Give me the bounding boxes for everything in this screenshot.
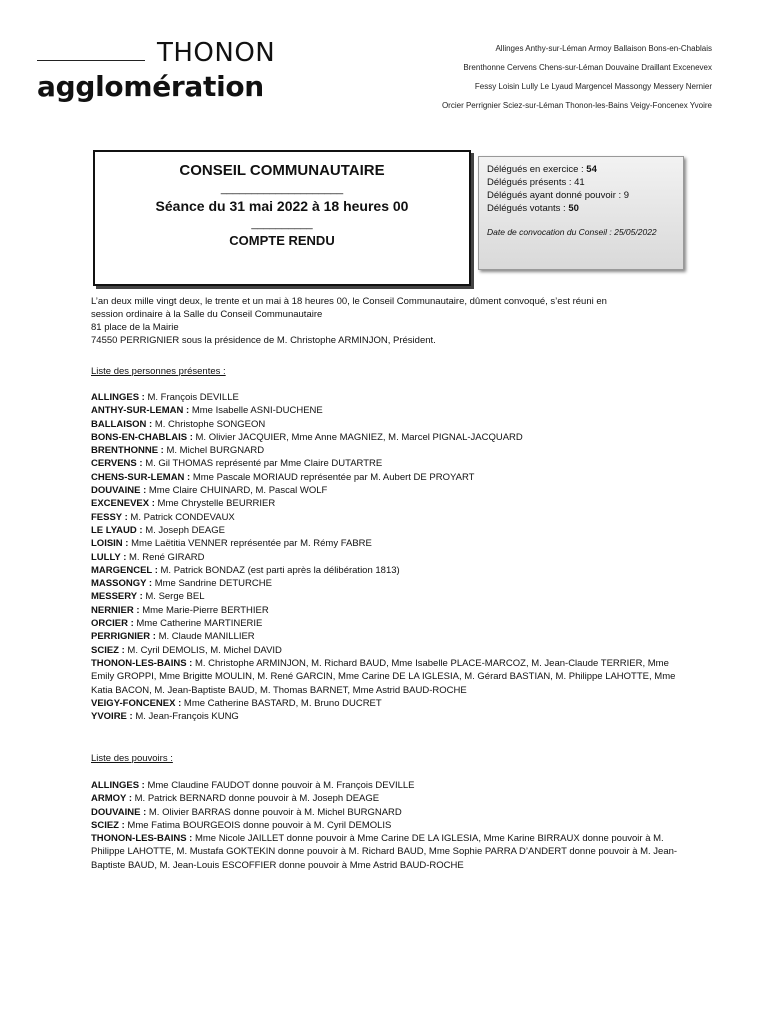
delegates-presents: Délégués présents : 41 bbox=[487, 177, 585, 188]
communes-line: Brenthonne Cervens Chens-sur-Léman Douvaine Draillant Excenevex bbox=[463, 63, 712, 72]
commune-name: ANTHY-SUR-LEMAN : bbox=[91, 405, 192, 417]
list-item bbox=[91, 617, 691, 630]
commune-name: ORCIER : bbox=[91, 618, 137, 630]
commune-name: FESSY : bbox=[91, 511, 131, 523]
delegate-names: Mme Catherine BASTARD, M. Bruno DUCRET bbox=[183, 697, 382, 709]
delegate-names: Mme Fatima BOURGEOIS donne pouvoir à M. Cyril DEMOLIS bbox=[127, 819, 392, 831]
list-item bbox=[91, 457, 691, 470]
list-item bbox=[91, 418, 691, 431]
delegate-names: Mme Sandrine DETURCHE bbox=[154, 578, 272, 590]
list-item bbox=[91, 590, 691, 603]
intro-line: 74550 PERRIGNIER sous la présidence de M. Christophe ARMINJON, Président. bbox=[91, 335, 436, 346]
delegate-names: Mme Marie-Pierre BERTHIER bbox=[142, 604, 269, 616]
commune-name: PERRIGNIER : bbox=[91, 631, 159, 643]
delegate-names: M. Serge BEL bbox=[145, 591, 205, 603]
list-item bbox=[91, 444, 691, 457]
delegates-exercice: Délégués en exercice : 54 bbox=[487, 164, 597, 175]
delegate-names: Mme Laëtitia VENNER représentée par M. Rémy FABRE bbox=[131, 538, 372, 550]
commune-name: CERVENS : bbox=[91, 458, 146, 470]
delegate-names: M. Jean-François KUNG bbox=[135, 711, 239, 723]
list-item bbox=[91, 630, 691, 643]
list-item bbox=[91, 511, 691, 524]
logo-rule bbox=[37, 60, 145, 61]
commune-name: ALLINGES : bbox=[91, 392, 148, 403]
list-item bbox=[91, 404, 691, 417]
list-item bbox=[91, 537, 691, 550]
session-date: Séance du 31 mai 2022 à 18 heures 00 bbox=[155, 198, 409, 214]
delegate-names: M. Patrick BERNARD donne pouvoir à M. Joseph DEAGE bbox=[134, 793, 380, 805]
commune-name: BALLAISON : bbox=[91, 418, 155, 430]
delegate-names: Mme Catherine MARTINERIE bbox=[136, 618, 263, 630]
list-item bbox=[91, 779, 691, 792]
title-separator: ____________________ bbox=[220, 183, 344, 195]
delegate-names: M. Olivier BARRAS donne pouvoir à M. Michel BURGNARD bbox=[148, 806, 402, 818]
communes-line: Allinges Anthy-sur-Léman Armoy Ballaison Bons-en-Chablais bbox=[495, 44, 712, 53]
meeting-title-box bbox=[93, 150, 471, 286]
list-item bbox=[91, 644, 691, 657]
list-item bbox=[91, 577, 691, 590]
delegates-pouvoir: Délégués ayant donné pouvoir : 9 bbox=[487, 190, 630, 201]
list-item bbox=[91, 604, 691, 617]
commune-name: VEIGY-FONCENEX : bbox=[91, 697, 184, 709]
commune-name: DOUVAINE : bbox=[91, 485, 149, 497]
delegates-votants: Délégués votants : 50 bbox=[487, 203, 579, 214]
delegate-names: M. Olivier JACQUIER, Mme Anne MAGNIEZ, M. Marcel PIGNAL-JACQUARD bbox=[195, 431, 523, 443]
commune-name: SCIEZ : bbox=[91, 819, 128, 831]
list-item bbox=[91, 551, 691, 564]
list-item bbox=[91, 657, 691, 697]
commune-name: BRENTHONNE : bbox=[91, 445, 167, 457]
list-item bbox=[91, 484, 691, 497]
list-item bbox=[91, 792, 691, 805]
delegate-names: M. Joseph DEAGE bbox=[145, 524, 225, 536]
list-item bbox=[91, 806, 691, 819]
commune-name: YVOIRE : bbox=[91, 711, 136, 723]
document-subtitle: COMPTE RENDU bbox=[229, 233, 335, 248]
list-item bbox=[91, 524, 691, 537]
commune-name: ALLINGES : bbox=[91, 780, 148, 791]
delegate-names: Mme Chrystelle BEURRIER bbox=[157, 498, 276, 510]
commune-name: CHENS-SUR-LEMAN : bbox=[91, 471, 193, 483]
commune-name: LE LYAUD : bbox=[91, 524, 146, 536]
delegate-names: M. René GIRARD bbox=[129, 551, 205, 563]
presents-section-title: Liste des personnes présentes : bbox=[91, 366, 226, 377]
member-communes-list bbox=[352, 44, 712, 120]
commune-name: MASSONGY : bbox=[91, 578, 155, 590]
commune-name: SCIEZ : bbox=[91, 644, 128, 656]
commune-name: LOISIN : bbox=[91, 538, 132, 550]
presents-list bbox=[91, 391, 691, 723]
logo-agglomeration-text: agglomération bbox=[37, 70, 264, 103]
convocation-date: Date de convocation du Conseil : 25/05/2022 bbox=[487, 227, 657, 237]
pouvoirs-section-title: Liste des pouvoirs : bbox=[91, 753, 173, 764]
list-item bbox=[91, 710, 691, 723]
list-item bbox=[91, 697, 691, 710]
list-item bbox=[91, 497, 691, 510]
list-item bbox=[91, 819, 691, 832]
delegate-names: M. Patrick CONDEVAUX bbox=[130, 511, 235, 523]
commune-name: THONON-LES-BAINS : bbox=[91, 657, 195, 669]
commune-name: EXCENEVEX : bbox=[91, 498, 158, 510]
delegate-names: Mme Pascale MORIAUD représentée par M. Aubert DE PROYART bbox=[192, 471, 475, 483]
session-separator: __________ bbox=[251, 218, 313, 230]
commune-name: MARGENCEL : bbox=[91, 564, 161, 576]
delegate-names: M. Patrick BONDAZ (est parti après la délibération 1813) bbox=[160, 564, 400, 576]
list-item bbox=[91, 391, 691, 404]
commune-name: THONON-LES-BAINS : bbox=[91, 833, 195, 845]
list-item bbox=[91, 431, 691, 444]
delegate-names: M. Cyril DEMOLIS, M. Michel DAVID bbox=[127, 644, 282, 656]
delegate-names: M. Christophe ARMINJON, M. Richard BAUD, Mme Isabelle PLACE-MARCOZ, M. Jean-Claude TERRIER, Mme Emily GROPPI, Mme Brigitte MOULIN, M. René GARCIN, Mme Carine DE LA IGLESIA, M. Gérard BASTIAN, M. Philippe LAHOTTE, Mme Katia BACON, M. Jean-Baptiste BAUD, M. Thomas BARNET, Mme Astrid BAUD-ROCHE bbox=[91, 657, 676, 696]
intro-line: L’an deux mille vingt deux, le trente et un mai à 18 heures 00, le Conseil Communautaire, dûment convoqué, s’est réuni en bbox=[91, 296, 607, 307]
delegate-names: M. Claude MANILLIER bbox=[158, 631, 255, 643]
delegate-names: Mme Claire CHUINARD, M. Pascal WOLF bbox=[148, 485, 328, 497]
intro-paragraph bbox=[91, 295, 691, 347]
list-item bbox=[91, 564, 691, 577]
delegates-stats-box bbox=[478, 156, 684, 270]
delegate-names: M. Christophe SONGEON bbox=[154, 418, 266, 430]
commune-name: LULLY : bbox=[91, 551, 130, 563]
intro-line: session ordinaire à la Salle du Conseil Communautaire bbox=[91, 309, 323, 320]
intro-line: 81 place de la Mairie bbox=[91, 322, 179, 333]
communes-line: Orcier Perrignier Sciez-sur-Léman Thonon-les-Bains Veigy-Foncenex Yvoire bbox=[441, 101, 712, 110]
commune-name: BONS-EN-CHABLAIS : bbox=[91, 431, 196, 443]
commune-name: MESSERY : bbox=[91, 591, 146, 603]
delegate-names: M. Michel BURGNARD bbox=[166, 445, 265, 457]
commune-name: NERNIER : bbox=[91, 604, 143, 616]
delegate-names: M. François DEVILLE bbox=[147, 392, 239, 403]
document-title: CONSEIL COMMUNAUTAIRE bbox=[179, 162, 385, 179]
delegate-names: M. Gil THOMAS représenté par Mme Claire DUTARTRE bbox=[145, 458, 383, 470]
delegate-names: Mme Nicole JAILLET donne pouvoir à Mme Carine DE LA IGLESIA, Mme Karine BIRRAUX donne pouvoir à M. Philippe LAHOTTE, M. Mustafa GOKTEKIN donne pouvoir à M. Richard BAUD, Mme Sophie PARRA D’ANDERT donne pouvoir à M. Jean-Baptiste BAUD, M. Jean-Louis ESCOFFIER donne pouvoir à Mme Astrid BAUD-ROCHE bbox=[91, 833, 678, 871]
pouvoirs-list bbox=[91, 779, 691, 872]
list-item bbox=[91, 832, 691, 872]
delegate-names: Mme Claudine FAUDOT donne pouvoir à M. François DEVILLE bbox=[147, 780, 415, 791]
logo-thonon-text: THONON bbox=[157, 38, 276, 68]
communes-line: Fessy Loisin Lully Le Lyaud Margencel Massongy Messery Nernier bbox=[474, 82, 712, 91]
commune-name: DOUVAINE : bbox=[91, 806, 149, 818]
delegate-names: Mme Isabelle ASNI-DUCHENE bbox=[191, 405, 323, 417]
commune-name: ARMOY : bbox=[91, 793, 135, 805]
list-item bbox=[91, 471, 691, 484]
